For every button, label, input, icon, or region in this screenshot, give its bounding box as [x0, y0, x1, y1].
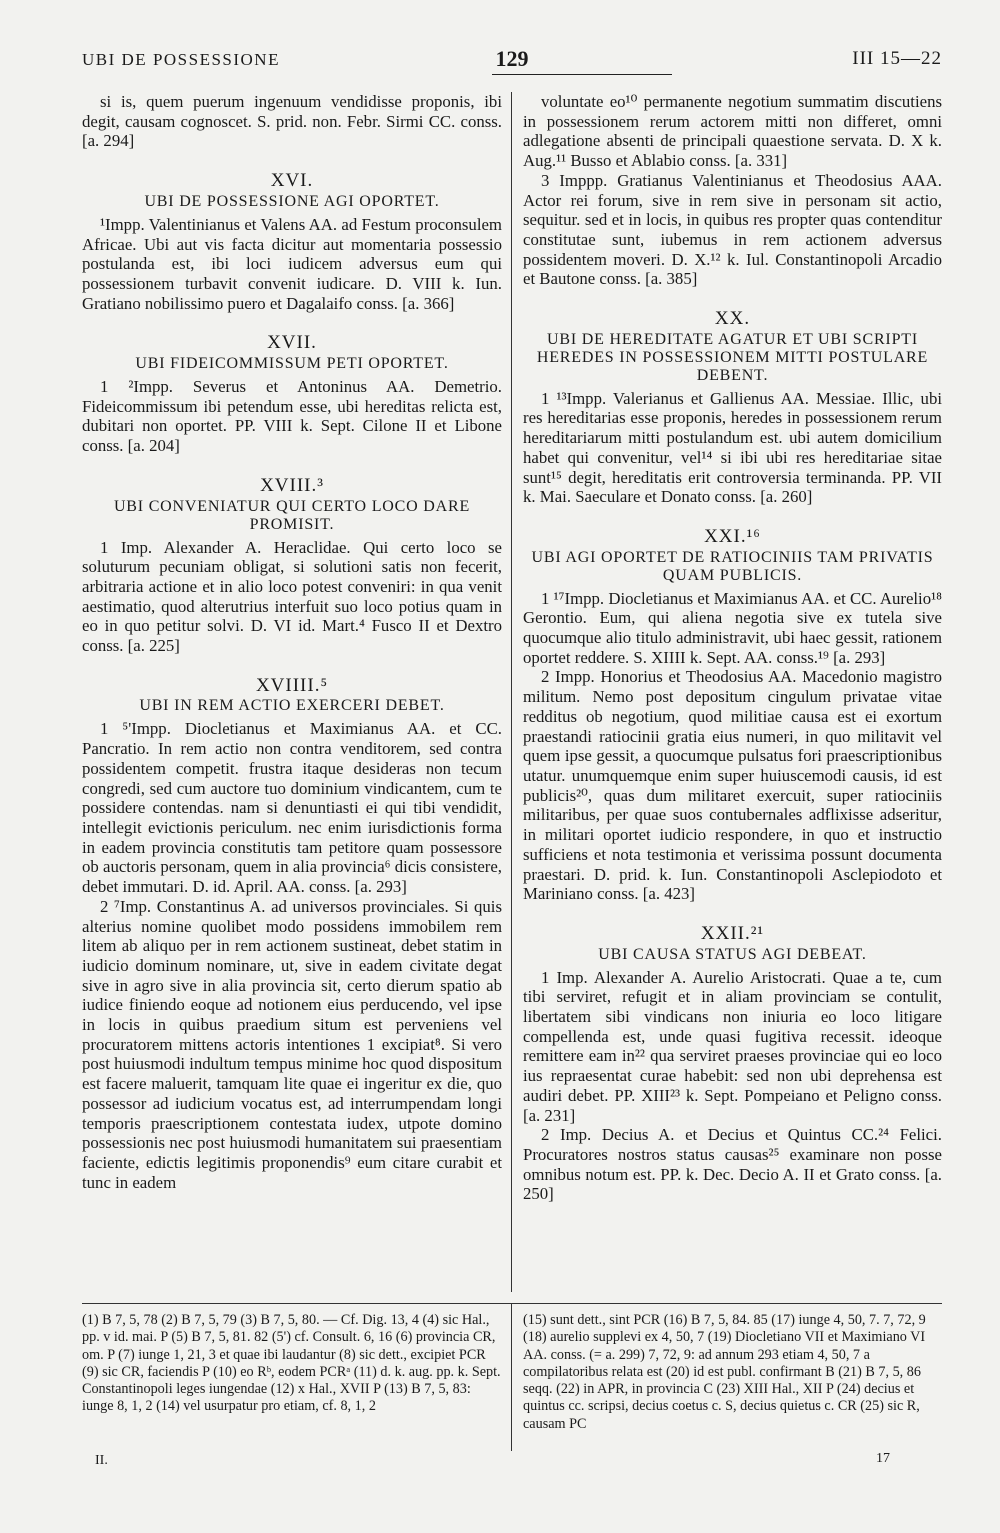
sheet-number: 17 — [876, 1451, 890, 1466]
paragraph: ¹Impp. Valentinianus et Valens AA. ad Festum proconsulem Africae. Ubi aut vis facta dicitur aut momentaria possessio postulanda est, ibi loci iudicem adversus eum qui possessionem turbavit convenit iudicare. D. VIII k. Iun. Gratiano nobilissimo puero et Dagalaifo conss. [a. 366] — [82, 214, 502, 313]
section-title: UBI CONVENIATUR QUI CERTO LOCO DARE PROMISIT. — [113, 497, 471, 533]
section-number: XVI. — [270, 170, 314, 192]
paragraph: 1 Imp. Alexander A. Aurelio Aristocrati. Quae a te, cum tibi serviret, refugit et in aliam provinciam se contulit, libertatem sibi vindicans non iniuria eo loco litigare compellenda est, unde quasi fugitiva recessit. ideoque remittere eam in²² qua serviret praeses provinciae qui eo loco ius repraesentat curae habebit: sed non ubi deprehensa est audiri debet. PP. XIII²³ k. Sept. Pompeiano et Peligno conss. [a. 231] — [523, 967, 942, 1125]
section-title: UBI AGI OPORTET DE RATIOCINIIS TAM PRIVATIS QUAM PUBLICIS. — [531, 548, 934, 584]
text-columns — [82, 92, 942, 1292]
section-title: UBI FIDEICOMMISSUM PETI OPORTET. — [135, 355, 449, 373]
footnote-divider — [511, 1303, 512, 1451]
footnotes-right: (15) sunt dett., sint PCR (16) B 7, 5, 84. 85 (17) iunge 4, 50, 7. 7, 72, 9 (18) aurelio supplevi ex 4, 50, 7 (19) Diocletiano VII et Maximiano VI AA. conss. (= a. 299) 7, 72, 9: ad annum 293 etiam 4, 50, 7 a compilatoribus relata est (20) id est publ. confirmant B (21) B 7, 5, 86 seqq. (22) in APR, in provincia C (23) XIII Hal., XII P (24) decius et quintus cc. scripsi, decius coetus c. S, decius quietus c. CR (25) sic R, causam PC — [523, 1312, 926, 1432]
paragraph: si is, quem puerum ingenuum vendidisse proponis, ibi degit, causam cognoscet. S. prid. non. Febr. Sirmi CC. conss. [a. 294] — [82, 92, 502, 151]
column-divider — [511, 92, 512, 1292]
header-section-range: III 15—22 — [852, 48, 942, 69]
paragraph: 1 ¹⁷Impp. Diocletianus et Maximianus AA. et CC. Aurelio¹⁸ Gerontio. Eum, qui aliena negotia sive ex tutela sive quocumque alio titulo administravit, ubi haec gessit, rationem oportet reddere. S. XIIII k. Sept. AA. conss.¹⁹ [a. 293] — [523, 588, 942, 667]
section-number: XVIII.³ — [260, 474, 324, 496]
running-header — [82, 46, 942, 76]
footnote-rule — [82, 1303, 942, 1304]
section-number: XVIIII.⁵ — [255, 674, 329, 696]
header-title: UBI DE POSSESSIONE — [82, 50, 280, 69]
paragraph: 1 ²Impp. Severus et Antoninus AA. Demetrio. Fideicommissum ibi petendum esse, ubi hereditas relicta est, dubitari non oportet. PP. VIII k. Sept. Cilone II et Libone conss. [a. 204] — [82, 377, 502, 456]
section-title: UBI DE HEREDITATE AGATUR ET UBI SCRIPTI HEREDES IN POSSESSIONEM MITTI POSTULARE DEBENT. — [536, 330, 929, 384]
section-number: XVII. — [267, 332, 317, 354]
header-rule — [492, 74, 672, 75]
paragraph: 2 Imp. Decius A. et Decius et Quintus CC.²⁴ Felici. Procuratores nostros status causas²⁵ examinare non posse omnibus notum est. PP. k. Dec. Decio A. II et Grato conss. [a. 250] — [523, 1125, 942, 1204]
signature-mark: II. — [95, 1453, 108, 1468]
section-title: UBI IN REM ACTIO EXERCERI DEBET. — [139, 697, 445, 715]
page-number: 129 — [495, 46, 529, 71]
section-number: XXII.²¹ — [700, 922, 765, 944]
footnotes-left: (1) B 7, 5, 78 (2) B 7, 5, 79 (3) B 7, 5, 80. — Cf. Dig. 13, 4 (4) sic Hal., pp. v id. mai. P (5) B 7, 5, 81. 82 (5') cf. Consult. 6, 16 (6) provincia CR, om. P (7) iunge 1, 21, 3 et quae ibi laudantur (8) sic dett., excipiet PCR (9) sic CR, faciendis P (10) eo Rᵇ, eodem PCRᵃ (11) d. k. aug. pp. k. Sept. Constantinopoli leges iungendae (12) x Hal., XVII P (13) B 7, 5, 83: iunge 8, 1, 2 (14) vel usurpatur pro etiam, cf. 8, 1, 2 — [82, 1312, 501, 1415]
paragraph: 2 ⁷Imp. Constantinus A. ad universos provinciales. Si quis alterius nomine quolibet modo possidens immobilem rem litem ab aliquo per in rem actionem sustineat, debet statim in iudicio dominum nominare, ut, sive in eadem civitate degat sive in agro sive in alia provincia sit, certo dierum spatio ab iudice finiendo eoque ad notionem eius perducendo, vel ipse in locis in quibus praedium situm est perveniens vel procuratorem mittens actoris intentiones 1 excipiat⁸. Si vero post huiusmodi indultum tempus minime hoc quod dispositum est facere maluerit, tamquam lite quae ei ingeritur ex die, quo possessor ad iudicium vocatus est, ad interrumpendam longi temporis praescriptionem contestata iudex, utpote domino possessionis nec post huiusmodi humanitatem sui praesentiam faciente, edictis legitimis proponendis⁹ eum citare curabit et tunc in eadem — [82, 896, 503, 1192]
section-number: XX. — [714, 308, 751, 330]
paragraph: 1 ¹³Impp. Valerianus et Gallienus AA. Messiae. Illic, ubi res hereditarias esse proponis, heredes in possessionem rerum hereditariarum mitti postulandum est. ubi autem domicilium habet qui convenitur, vel¹⁴ si ibi ubi res hereditariae sitae sunt¹⁵ degit, hereditatis erit controversia terminanda. PP. VII k. Mai. Saeculare et Donato conss. [a. 260] — [523, 388, 942, 507]
section-title: UBI CAUSA STATUS AGI DEBEAT. — [598, 945, 867, 963]
paragraph: 3 Imppp. Gratianus Valentinianus et Theodosius AAA. Actor rei forum, sive in rem sive in personam sit actio, sequitur. sed et in locis, in quibus res propter quas contenditur constitutae sunt, iubemus in rem actionem adversus possidentem moveri. D. X.¹² k. Iul. Constantinopoli Arcadio et Bautone conss. [a. 385] — [523, 170, 942, 289]
paragraph: 1 ⁵'Impp. Diocletianus et Maximianus AA. et CC. Pancratio. In rem actio non contra venditorem, sed contra possidentem competit. frustra itaque desideras non tecum congredi, sed cum auctore tuo dominium vindicantem, cum te possidere contendas. nam si denuntiasti ei qui tibi vendidit, intellegit evictionis periculum. nec enim iurisdictionis forma in eadem provincia constitutis tam petitore quam possessore ob auctoris personam, quem in alia provincia⁶ dicis consistere, debet immutari. D. id. April. AA. conss. [a. 293] — [82, 719, 502, 897]
section-title: UBI DE POSSESSIONE AGI OPORTET. — [144, 192, 440, 210]
section-number: XXI.¹⁶ — [704, 525, 761, 547]
right-column — [523, 92, 942, 1204]
paragraph: 1 Imp. Alexander A. Heraclidae. Qui certo loco se soluturum pecuniam obligat, si solutioni satis non fecerit, arbitraria actione et in alio loco potest conveniri: in qua venit aestimatio, quod alterutrius interfuit suo loco potius quam in eo in quo petitur solvi. D. VI id. Mart.⁴ Fusco II et Dextro conss. [a. 225] — [82, 537, 502, 656]
paragraph: voluntate eo¹⁰ permanente negotium summatim discutiens in possessionem rerum actorem mitti non differet, omni adlegatione absenti de principali quaestione servata. D. X k. Aug.¹¹ Busso et Ablabio conss. [a. 331] — [523, 92, 942, 171]
left-column — [82, 92, 502, 1192]
paragraph: 2 Impp. Honorius et Theodosius AA. Macedonio magistro militum. Nemo post depositum cingulum privatae vitae redditus ob negotium, quod militiae causa est ei exortum praestandi ratiocinii gratia eius numeri, in quo militavit vel quem ipse gessit, a quocumque pulsatus fori praescriptionibus utatur. unumquemque enim super huiuscemodi causis, id est publicis²⁰, quas dum militaret exercuit, super ratiociniis militaribus, per quae suos contubernales adflixisse adseritur, in militari oportet iudicio respondere, in quo et instructio sufficiens et nota testimonia et verissima possunt documenta praestari. D. prid. k. Iun. Constantinopoli Asclepiodoto et Mariniano conss. [a. 423] — [523, 667, 942, 904]
